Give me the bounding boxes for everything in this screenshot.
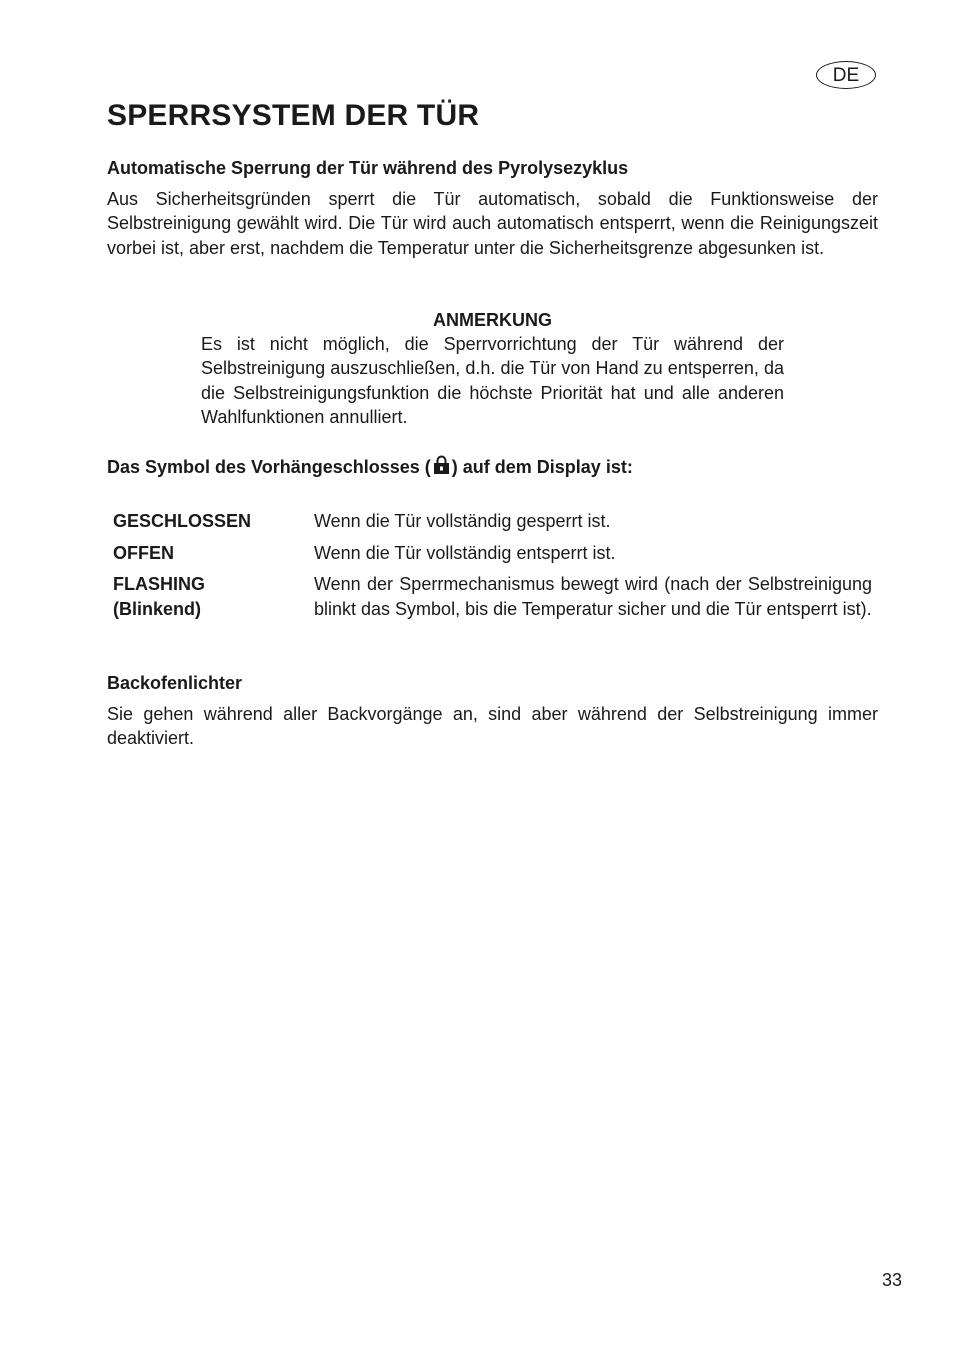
section-heading-auto-lock: Automatische Sperrung der Tür während des Pyrolysezyklus [107, 158, 629, 178]
page-number: 33 [881, 1270, 902, 1290]
status-desc-flashing: Wenn der Sperrmechanismus bewegt wird (nach der Selbstreinigung blinkt das Symbol, bis die Temperatur sicher und die Tür entsperrt ist). [314, 574, 872, 619]
status-term-flashing-translation: (Blinkend) [113, 599, 201, 619]
status-term-open: OFFEN [113, 543, 174, 563]
note-body: Es ist nicht möglich, die Sperrvorrichtung der Tür während der Selbstreinigung auszuschließen, d.h. die Tür von Hand zu entsperren, da die Selbstreinigungsfunktion die höchste Priorität hat und alle anderen Wahlfunktionen annulliert. [201, 334, 784, 428]
status-desc-open: Wenn die Tür vollständig entsperrt ist. [314, 543, 616, 563]
padlock-icon [433, 455, 450, 475]
language-badge: DE [816, 61, 876, 89]
page-title: SPERRSYSTEM DER TÜR [107, 99, 480, 132]
section-heading-symbol [107, 455, 633, 479]
status-term-flashing: FLASHING [113, 574, 205, 594]
symbol-heading-after: ) auf dem Display ist: [451, 457, 633, 477]
status-term-closed: GESCHLOSSEN [113, 511, 252, 531]
note-title: ANMERKUNG [433, 310, 552, 330]
status-desc-closed: Wenn die Tür vollständig gesperrt ist. [314, 511, 611, 531]
symbol-heading-before: Das Symbol des Vorhängeschlosses ( [107, 457, 431, 477]
section-body-auto-lock: Aus Sicherheitsgründen sperrt die Tür automatisch, sobald die Funktionsweise der Selbstreinigung gewählt wird. Die Tür wird auch automatisch entsperrt, wenn die Reinigungszeit vorbei ist, aber erst, nachdem die Temperatur unter die Sicherheitsgrenze abgesunken ist. [107, 189, 878, 258]
section-body-oven-lights: Sie gehen während aller Backvorgänge an, sind aber während der Selbstreinigung immer deaktiviert. [107, 704, 878, 749]
section-heading-oven-lights: Backofenlichter [107, 673, 243, 693]
